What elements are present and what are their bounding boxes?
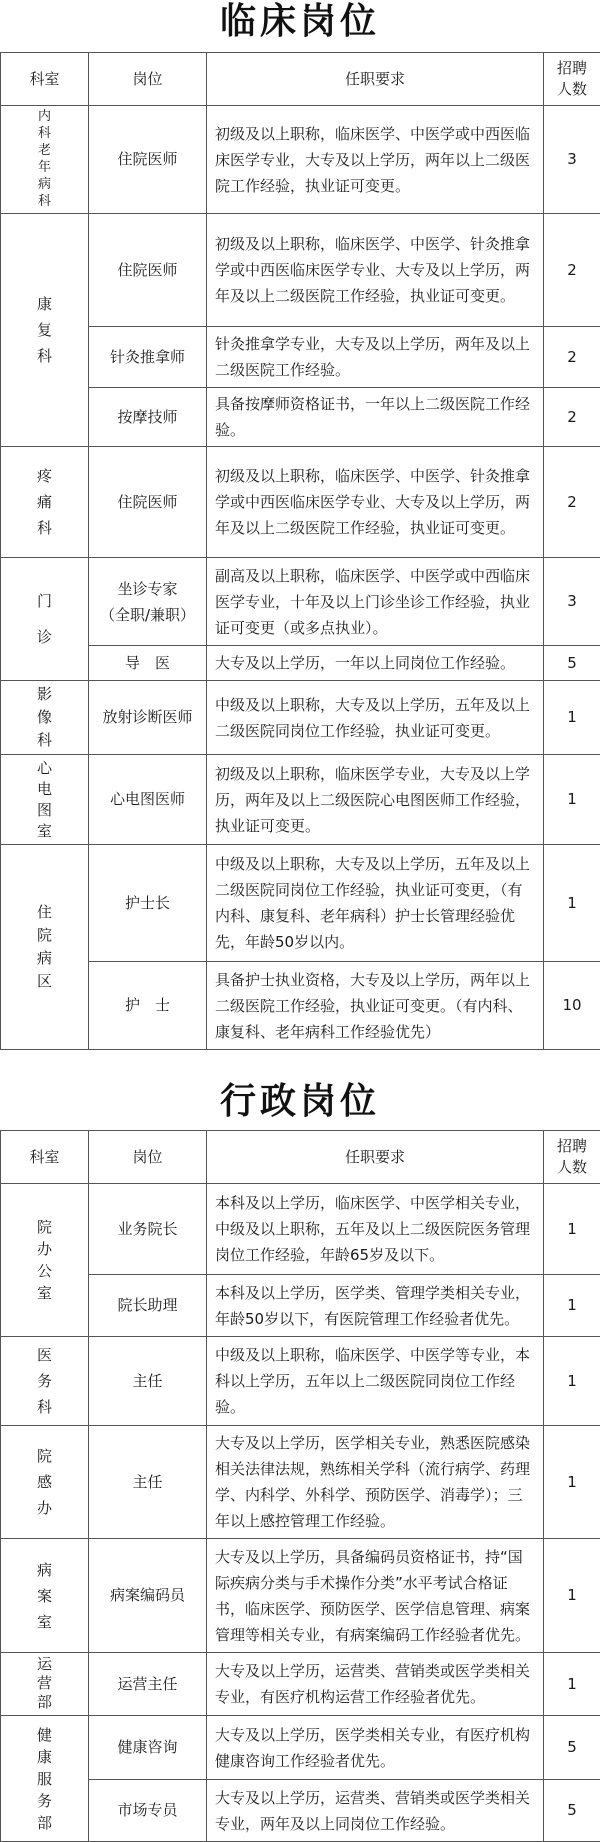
position-cell: 主任 xyxy=(89,1426,207,1539)
requirements-cell: 初级及以上职称，临床医学、中医学、针灸推拿学或中西医临床医学专业、大专及以上学历，两年及以上二级医院工作经验，执业证可变更。 xyxy=(207,447,544,558)
header-count: 招聘人数 xyxy=(544,53,600,106)
dept-cell: 医务科 xyxy=(1,1337,89,1426)
admin-section-title: 行政岗位 xyxy=(0,1078,600,1130)
requirements-cell: 初级及以上职称，临床医学、中医学或中西医临床医学专业，大专及以上学历，两年以上二级医院工作经验，执业证可变更。 xyxy=(207,106,544,214)
table-row xyxy=(1,1184,600,1275)
table-row xyxy=(1,1780,600,1842)
header-dept: 科室 xyxy=(1,53,89,106)
position-cell: 护 士 xyxy=(89,962,207,1050)
dept-cell: 康复科 xyxy=(1,214,89,447)
position-cell: 主任 xyxy=(89,1337,207,1426)
position-cell: 针灸推拿师 xyxy=(89,327,207,388)
table-row xyxy=(1,214,600,327)
header-count: 招聘人数 xyxy=(544,1131,600,1184)
count-cell: 1 xyxy=(544,1653,600,1716)
table-row xyxy=(1,388,600,447)
table-row xyxy=(1,1716,600,1780)
header-requirements: 任职要求 xyxy=(207,1131,544,1184)
requirements-cell: 中级及以上职称，大专及以上学历，五年及以上二级医院同岗位工作经验，执业证可变更，（有内科、康复科、老年病科）护士长管理经验优先，年龄50岁以内。 xyxy=(207,845,544,962)
position-name: 坐诊专家 xyxy=(93,576,202,602)
count-cell: 1 xyxy=(544,1426,600,1539)
requirements-cell: 大专及以上学历，运营类、营销类或医学类相关专业，两年及以上同岗位工作经验。 xyxy=(207,1780,544,1842)
table-row xyxy=(1,327,600,388)
requirements-cell: 中级及以上职称，临床医学、中医学等专业，本科以上学历，五年以上二级医院同岗位工作经验。 xyxy=(207,1337,544,1426)
table-row xyxy=(1,106,600,214)
position-cell: 住院医师 xyxy=(89,106,207,214)
table-row xyxy=(1,558,600,646)
dept-cell: 门诊 xyxy=(1,558,89,681)
position-cell: 导 医 xyxy=(89,646,207,681)
dept-cell: 内科老年病科 xyxy=(1,106,89,214)
position-note: （全职/兼职） xyxy=(93,602,202,628)
table-row xyxy=(1,447,600,558)
requirements-cell: 大专及以上学历，医学相关专业，熟悉医院感染相关法律法规，熟练相关学科（流行病学、药理学、内科学、外科学、预防医学、消毒学）；三年以上感控管理工作经验。 xyxy=(207,1426,544,1539)
requirements-cell: 针灸推拿学专业，大专及以上学历，两年及以上二级医院工作经验。 xyxy=(207,327,544,388)
dept-cell: 运营部 xyxy=(1,1653,89,1716)
dept-cell: 疼痛科 xyxy=(1,447,89,558)
dept-cell: 心电图室 xyxy=(1,755,89,845)
table-header-row xyxy=(1,53,600,106)
count-cell: 1 xyxy=(544,681,600,755)
header-position: 岗位 xyxy=(89,1131,207,1184)
header-requirements: 任职要求 xyxy=(207,53,544,106)
position-cell: 市场专员 xyxy=(89,1780,207,1842)
position-cell: 护士长 xyxy=(89,845,207,962)
table-row xyxy=(1,845,600,962)
position-cell: 院长助理 xyxy=(89,1275,207,1337)
requirements-cell: 大专及以上学历，一年以上同岗位工作经验。 xyxy=(207,646,544,681)
count-cell: 3 xyxy=(544,558,600,646)
count-cell: 1 xyxy=(544,1275,600,1337)
table-row xyxy=(1,755,600,845)
count-cell: 3 xyxy=(544,106,600,214)
admin-positions-table xyxy=(0,1130,600,1842)
count-cell: 5 xyxy=(544,646,600,681)
requirements-cell: 本科及以上学历，临床医学、中医学相关专业，中级及以上职称，五年及以上二级医院医务管理岗位工作经验，年龄65岁及以下。 xyxy=(207,1184,544,1275)
position-cell: 心电图医师 xyxy=(89,755,207,845)
table-row xyxy=(1,1653,600,1716)
count-cell: 10 xyxy=(544,962,600,1050)
requirements-cell: 大专及以上学历，医学类相关专业，有医疗机构健康咨询工作经验者优先。 xyxy=(207,1716,544,1780)
clinical-positions-table xyxy=(0,52,600,1050)
requirements-cell: 具备按摩师资格证书，一年以上二级医院工作经验。 xyxy=(207,388,544,447)
requirements-cell: 大专及以上学历，运营类、营销类或医学类相关专业，有医疗机构运营工作经验者优先。 xyxy=(207,1653,544,1716)
position-cell: 住院医师 xyxy=(89,447,207,558)
table-row xyxy=(1,1539,600,1653)
position-cell xyxy=(89,558,207,646)
header-position: 岗位 xyxy=(89,53,207,106)
table-row xyxy=(1,962,600,1050)
count-cell: 2 xyxy=(544,327,600,388)
header-dept: 科室 xyxy=(1,1131,89,1184)
dept-cell: 住院病区 xyxy=(1,845,89,1050)
position-cell: 健康咨询 xyxy=(89,1716,207,1780)
requirements-cell: 大专及以上学历，具备编码员资格证书，持“国际疾病分类与手术操作分类”水平考试合格证书，临床医学、预防医学、医学信息管理、病案管理等相关专业，有病案编码工作经验者优先。 xyxy=(207,1539,544,1653)
count-cell: 1 xyxy=(544,1539,600,1653)
count-cell: 1 xyxy=(544,755,600,845)
table-row xyxy=(1,1426,600,1539)
count-cell: 2 xyxy=(544,388,600,447)
table-header-row xyxy=(1,1131,600,1184)
position-cell: 放射诊断医师 xyxy=(89,681,207,755)
dept-cell: 院感办 xyxy=(1,1426,89,1539)
position-cell: 住院医师 xyxy=(89,214,207,327)
requirements-cell: 中级及以上职称，大专及以上学历，五年及以上二级医院同岗位工作经验，执业证可变更。 xyxy=(207,681,544,755)
count-cell: 5 xyxy=(544,1780,600,1842)
position-cell: 运营主任 xyxy=(89,1653,207,1716)
position-cell: 按摩技师 xyxy=(89,388,207,447)
requirements-cell: 具备护士执业资格，大专及以上学历，两年以上二级医院工作经验，执业证可变更。（有内科、康复科、老年病科工作经验优先） xyxy=(207,962,544,1050)
table-row xyxy=(1,646,600,681)
count-cell: 2 xyxy=(544,447,600,558)
count-cell: 1 xyxy=(544,1337,600,1426)
table-row xyxy=(1,1337,600,1426)
requirements-cell: 副高及以上职称，临床医学、中医学或中西临床医学专业，十年及以上门诊坐诊工作经验，执业证可变更（或多点执业）。 xyxy=(207,558,544,646)
dept-cell: 健康服务部 xyxy=(1,1716,89,1842)
count-cell: 1 xyxy=(544,845,600,962)
table-row xyxy=(1,1275,600,1337)
requirements-cell: 本科及以上学历，医学类、管理学类相关专业，年龄50岁以下，有医院管理工作经验者优先。 xyxy=(207,1275,544,1337)
position-cell: 业务院长 xyxy=(89,1184,207,1275)
dept-cell: 病案室 xyxy=(1,1539,89,1653)
count-cell: 1 xyxy=(544,1184,600,1275)
requirements-cell: 初级及以上职称，临床医学专业，大专及以上学历，两年及以上二级医院心电图医师工作经验，执业证可变更。 xyxy=(207,755,544,845)
dept-cell: 影像科 xyxy=(1,681,89,755)
dept-cell: 院办公室 xyxy=(1,1184,89,1337)
requirements-cell: 初级及以上职称，临床医学、中医学、针灸推拿学或中西医临床医学专业、大专及以上学历，两年及以上二级医院工作经验，执业证可变更。 xyxy=(207,214,544,327)
table-row xyxy=(1,681,600,755)
position-cell: 病案编码员 xyxy=(89,1539,207,1653)
count-cell: 5 xyxy=(544,1716,600,1780)
count-cell: 2 xyxy=(544,214,600,327)
clinical-section-title: 临床岗位 xyxy=(0,0,600,52)
